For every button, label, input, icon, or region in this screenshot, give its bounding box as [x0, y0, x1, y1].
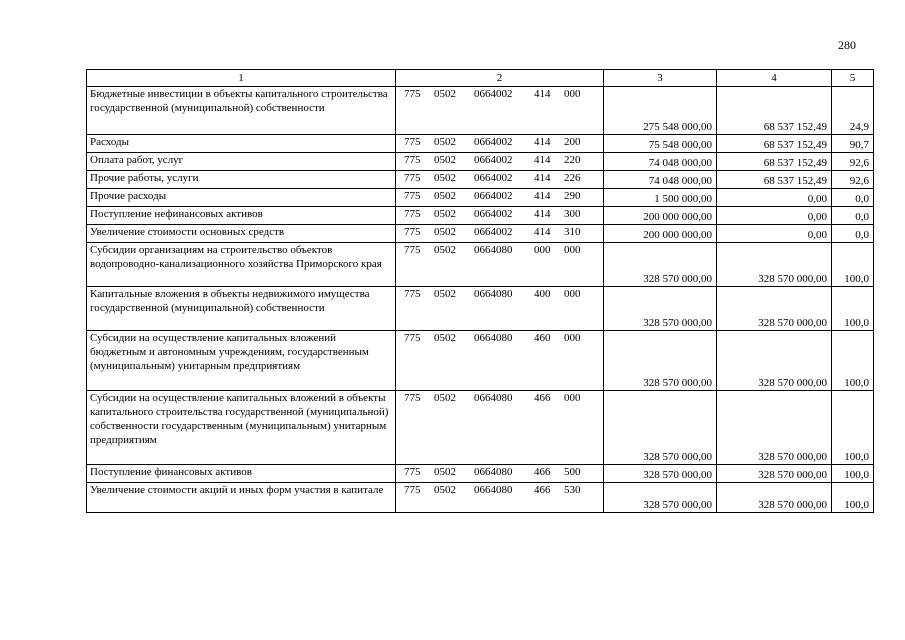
- code-part: 0502: [434, 392, 456, 404]
- row-name: Прочие расходы: [87, 189, 396, 207]
- table-row: [87, 171, 874, 189]
- row-value-c4: 328 570 000,00: [717, 287, 832, 331]
- code-part: 414: [534, 172, 551, 184]
- code-part: 414: [534, 208, 551, 220]
- row-value-c3: 328 570 000,00: [604, 483, 717, 513]
- column-header-2: 2: [396, 70, 604, 87]
- row-name: Оплата работ, услуг: [87, 153, 396, 171]
- row-codes: [396, 287, 604, 331]
- row-name: Увеличение стоимости основных средств: [87, 225, 396, 243]
- row-name: Субсидии на осуществление капитальных вложений в объекты капитального строительства государственной (муниципальной) собственности государственным (муниципальным) унитарным предприятиям: [87, 391, 396, 465]
- row-codes: [396, 331, 604, 391]
- code-part: 0502: [434, 288, 456, 300]
- row-value-c4: 328 570 000,00: [717, 483, 832, 513]
- row-codes: [396, 153, 604, 171]
- code-part: 414: [534, 88, 551, 100]
- row-value-c4: 328 570 000,00: [717, 331, 832, 391]
- row-value-c5: 100,0: [832, 483, 874, 513]
- column-header-1: 1: [87, 70, 396, 87]
- row-value-c5: 0,0: [832, 207, 874, 225]
- row-codes: [396, 391, 604, 465]
- row-name: Увеличение стоимости акций и иных форм участия в капитале: [87, 483, 396, 513]
- row-value-c5: 100,0: [832, 287, 874, 331]
- row-value-c4: 0,00: [717, 225, 832, 243]
- row-value-c3: 200 000 000,00: [604, 207, 717, 225]
- table-row: [87, 243, 874, 287]
- code-part: 0664080: [474, 244, 513, 256]
- code-part: 775: [404, 484, 421, 496]
- code-part: 460: [534, 332, 551, 344]
- row-codes: [396, 225, 604, 243]
- row-value-c4: 68 537 152,49: [717, 153, 832, 171]
- row-name: Прочие работы, услуги: [87, 171, 396, 189]
- row-value-c5: 92,6: [832, 153, 874, 171]
- column-header-4: 4: [717, 70, 832, 87]
- code-part: 0664080: [474, 288, 513, 300]
- table-row: [87, 331, 874, 391]
- table-row: [87, 135, 874, 153]
- row-value-c4: 68 537 152,49: [717, 171, 832, 189]
- code-part: 000: [564, 288, 581, 300]
- row-name: Бюджетные инвестиции в объекты капитального строительства государственной (муниципальной) собственности: [87, 87, 396, 135]
- code-part: 0664080: [474, 466, 513, 478]
- code-part: 775: [404, 244, 421, 256]
- row-value-c3: 75 548 000,00: [604, 135, 717, 153]
- row-value-c4: 68 537 152,49: [717, 135, 832, 153]
- code-part: 0502: [434, 208, 456, 220]
- code-part: 0664002: [474, 226, 513, 238]
- row-value-c3: 328 570 000,00: [604, 287, 717, 331]
- code-part: 000: [564, 332, 581, 344]
- row-value-c5: 92,6: [832, 171, 874, 189]
- code-part: 775: [404, 208, 421, 220]
- code-part: 775: [404, 466, 421, 478]
- row-value-c3: 328 570 000,00: [604, 465, 717, 483]
- code-part: 300: [564, 208, 581, 220]
- code-part: 775: [404, 154, 421, 166]
- row-value-c5: 100,0: [832, 465, 874, 483]
- code-part: 530: [564, 484, 581, 496]
- code-part: 775: [404, 88, 421, 100]
- row-value-c4: 328 570 000,00: [717, 465, 832, 483]
- code-part: 220: [564, 154, 581, 166]
- code-part: 0502: [434, 466, 456, 478]
- table-row: [87, 87, 874, 135]
- row-value-c5: 100,0: [832, 391, 874, 465]
- row-value-c4: 328 570 000,00: [717, 391, 832, 465]
- code-part: 0664002: [474, 190, 513, 202]
- code-part: 400: [534, 288, 551, 300]
- code-part: 414: [534, 136, 551, 148]
- row-name: Поступление финансовых активов: [87, 465, 396, 483]
- row-value-c3: 328 570 000,00: [604, 243, 717, 287]
- column-header-3: 3: [604, 70, 717, 87]
- row-name: Капитальные вложения в объекты недвижимого имущества государственной (муниципальной) собственности: [87, 287, 396, 331]
- code-part: 0502: [434, 244, 456, 256]
- code-part: 290: [564, 190, 581, 202]
- row-codes: [396, 243, 604, 287]
- code-part: 775: [404, 332, 421, 344]
- table-row: [87, 465, 874, 483]
- row-value-c5: 100,0: [832, 331, 874, 391]
- row-value-c5: 0,0: [832, 225, 874, 243]
- code-part: 000: [534, 244, 551, 256]
- code-part: 0502: [434, 154, 456, 166]
- code-part: 466: [534, 392, 551, 404]
- code-part: 0502: [434, 172, 456, 184]
- table-row: [87, 207, 874, 225]
- code-part: 775: [404, 226, 421, 238]
- header-row: [87, 70, 874, 87]
- row-value-c5: 100,0: [832, 243, 874, 287]
- table-row: [87, 225, 874, 243]
- code-part: 0664002: [474, 154, 513, 166]
- code-part: 775: [404, 392, 421, 404]
- row-name: Поступление нефинансовых активов: [87, 207, 396, 225]
- row-name: Расходы: [87, 135, 396, 153]
- table-row: [87, 287, 874, 331]
- row-value-c3: 275 548 000,00: [604, 87, 717, 135]
- code-part: 775: [404, 190, 421, 202]
- code-part: 466: [534, 484, 551, 496]
- code-part: 000: [564, 88, 581, 100]
- code-part: 310: [564, 226, 581, 238]
- code-part: 000: [564, 244, 581, 256]
- code-part: 0664002: [474, 136, 513, 148]
- row-name: Субсидии организациям на строительство объектов водопроводно-канализационного хозяйства Приморского края: [87, 243, 396, 287]
- code-part: 226: [564, 172, 581, 184]
- row-value-c3: 328 570 000,00: [604, 331, 717, 391]
- row-codes: [396, 135, 604, 153]
- code-part: 0664002: [474, 88, 513, 100]
- row-codes: [396, 87, 604, 135]
- code-part: 200: [564, 136, 581, 148]
- row-value-c4: 0,00: [717, 189, 832, 207]
- row-value-c5: 24,9: [832, 87, 874, 135]
- code-part: 0664080: [474, 332, 513, 344]
- code-part: 0502: [434, 226, 456, 238]
- code-part: 0502: [434, 484, 456, 496]
- row-value-c5: 90,7: [832, 135, 874, 153]
- code-part: 000: [564, 392, 581, 404]
- row-value-c3: 74 048 000,00: [604, 153, 717, 171]
- table-row: [87, 483, 874, 513]
- row-codes: [396, 483, 604, 513]
- code-part: 466: [534, 466, 551, 478]
- table-row: [87, 189, 874, 207]
- code-part: 0502: [434, 136, 456, 148]
- row-value-c3: 74 048 000,00: [604, 171, 717, 189]
- row-codes: [396, 171, 604, 189]
- table-body: [87, 87, 874, 513]
- row-value-c4: 0,00: [717, 207, 832, 225]
- code-part: 775: [404, 172, 421, 184]
- code-part: 0664002: [474, 172, 513, 184]
- code-part: 0502: [434, 332, 456, 344]
- code-part: 414: [534, 154, 551, 166]
- row-name: Субсидии на осуществление капитальных вложений бюджетным и автономным учреждениям, государственным (муниципальным) унитарным предприятиям: [87, 331, 396, 391]
- code-part: 0502: [434, 190, 456, 202]
- row-value-c4: 328 570 000,00: [717, 243, 832, 287]
- row-codes: [396, 189, 604, 207]
- row-value-c5: 0,0: [832, 189, 874, 207]
- column-header-5: 5: [832, 70, 874, 87]
- code-part: 775: [404, 288, 421, 300]
- row-codes: [396, 207, 604, 225]
- page-number: 280: [838, 38, 856, 52]
- code-part: 775: [404, 136, 421, 148]
- code-part: 0502: [434, 88, 456, 100]
- table-row: [87, 153, 874, 171]
- row-value-c3: 1 500 000,00: [604, 189, 717, 207]
- code-part: 0664002: [474, 208, 513, 220]
- code-part: 0664080: [474, 392, 513, 404]
- table-row: [87, 391, 874, 465]
- budget-table: [86, 69, 874, 513]
- row-value-c4: 68 537 152,49: [717, 87, 832, 135]
- row-codes: [396, 465, 604, 483]
- row-value-c3: 200 000 000,00: [604, 225, 717, 243]
- code-part: 414: [534, 226, 551, 238]
- row-value-c3: 328 570 000,00: [604, 391, 717, 465]
- code-part: 500: [564, 466, 581, 478]
- code-part: 414: [534, 190, 551, 202]
- code-part: 0664080: [474, 484, 513, 496]
